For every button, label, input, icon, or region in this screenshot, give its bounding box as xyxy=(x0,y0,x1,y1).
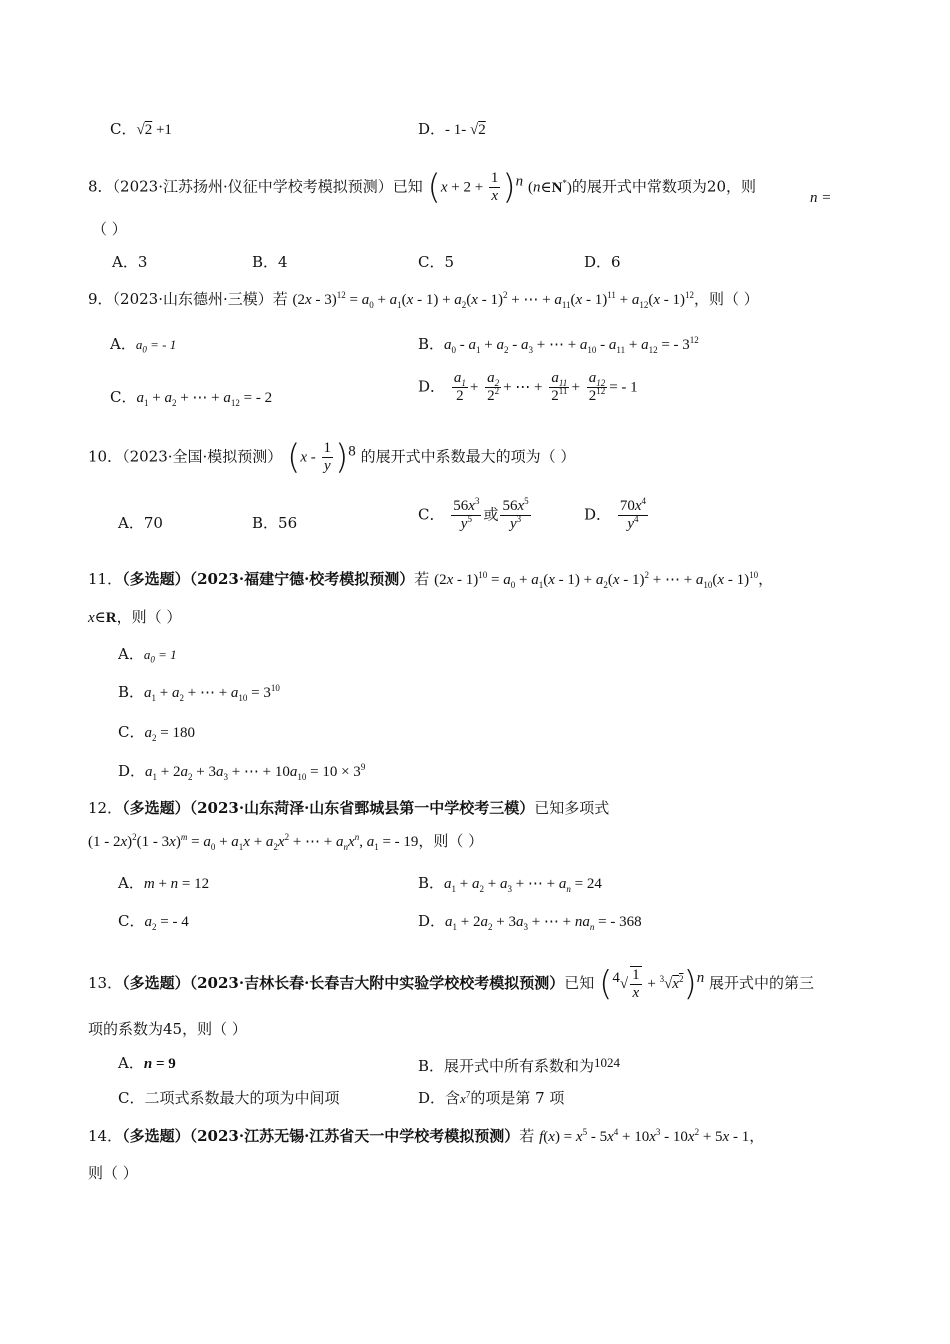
q7-option-c: C．√2 +1 xyxy=(110,120,172,138)
q10-stem: 10．（2023·全国·模拟预测） (x - $\frac{1}{y}$ )$^8$ 的展开式中系数最大的项为（ ） xyxy=(88,437,576,478)
q9-option-a: A．$a_0$ = - 1 xyxy=(110,335,177,355)
q8-paren: （ ） xyxy=(92,220,127,238)
q8-option-d: D．6 xyxy=(584,253,621,271)
q10-option-d: D． $\frac{70x^4}{y^4}$ xyxy=(584,496,646,532)
q8-option-c: C．5 xyxy=(418,253,455,271)
q11-option-c: C．$a_2 = 180$ xyxy=(118,723,195,743)
q11-stem-2: x∈R，则（ ） xyxy=(88,608,182,626)
q13-stem: 13．（多选题）（2023·吉林长春·长春吉大附中实验学校校考模拟预测）已知 ($^4$√ $\frac{1}{x}$ + $^3√x^2)^n$ 展开式中的第三 xyxy=(88,964,815,1004)
q12-option-d: D．$a_1 + 2a_2 + 3a_3$ + ⋯ + $na_n$ = - 368 xyxy=(418,912,642,932)
q13-stem-2: 项的系数为45，则（ ） xyxy=(88,1020,247,1038)
q13-option-d: D．含$x^7$的项是第 7 项 xyxy=(418,1089,565,1107)
q11-option-a: A．$a_0 = 1$ xyxy=(118,645,177,665)
q9-option-c: C．$a_1 + a_2$ + ⋯ + $a_{12}$ = - 2 xyxy=(110,388,273,408)
q13-option-b: B．展开式中所有系数和为1024 xyxy=(418,1055,621,1075)
q8-stem: 8．（2023·江苏扬州·仪征中学校考模拟预测）已知 (x + 2 + $\frac{1}{x}$ )$^n$ (n∈N*)的展开式中常数项为20，则 xyxy=(88,167,756,208)
q13-option-a: A．n = 9 xyxy=(118,1054,176,1072)
q14-stem: 14．（多选题）（2023·江苏无锡·江苏省天一中学校考模拟预测）若 $f(x) = x^5 - 5x^4 + 10x^3 - 10x^2 + 5x - 1$， xyxy=(88,1127,765,1145)
q8-option-b: B．4 xyxy=(252,253,288,271)
q8-n-eq: n = xyxy=(810,190,832,206)
q10-option-c: C． $\frac{56x^3}{y^5}$ 或 $\frac{56x^5}{y^3}$ xyxy=(418,496,529,532)
q8-option-a: A．3 xyxy=(112,253,148,271)
q9-option-d: D． $\frac{a_1}{2}$ + $\frac{a_2}{2^2}$ + ⋯ + $\frac{a_{11}}{2^{11}}$ + $\frac{a_{12}}{2^{12}}$ = - 1 xyxy=(418,370,638,404)
q11-option-d: D．$a_1 + 2a_2 + 3a_3$ + ⋯ + $10a_{10} = 10 \times 3^9$ xyxy=(118,762,366,782)
q14-stem-2: 则（ ） xyxy=(88,1164,138,1182)
q13-option-c: C．二项式系数最大的项为中间项 xyxy=(118,1089,340,1107)
q12-option-a: A．m + n = 12 xyxy=(118,874,210,892)
q9-stem: 9．（2023·山东德州·三模）若 $(2x - 3)^{12} = a_0 + a_1(x - 1) + a_2(x - 1)^2$ + ⋯ + $a_{11}(x - 1)^{11} + a_{12}(x - 1)^{12}$，则（ ） xyxy=(88,290,759,310)
q12-option-b: B．$a_1 + a_2 + a_3$ + ⋯ + $a_n = 24$ xyxy=(418,874,602,894)
q10-option-b: B．56 xyxy=(252,514,298,532)
q12-stem-2: $(1 - 2x)^2(1 - 3x)^m = a_0 + a_1x + a_2x^2$ + ⋯ + $a_nx^n$, $a_1$ = - 19，则（ ） xyxy=(88,832,484,852)
q9-option-b: B．$a_0 - a_1 + a_2 - a_3$ + ⋯ + $a_{10} - a_{11} + a_{12}$ = - $3^{12}$ xyxy=(418,335,699,355)
q10-option-a: A．70 xyxy=(118,514,163,532)
q7-option-d: D．- 1- √2 xyxy=(418,120,486,138)
q11-stem: 11．（多选题）（2023·福建宁德·校考模拟预测）若 $(2x - 1)^{10} = a_0 + a_1(x - 1) + a_2(x - 1)^2$ + ⋯ + $a_{10}(x - 1)^{10}$， xyxy=(88,570,774,590)
q12-stem: 12．（多选题）（2023·山东菏泽·山东省鄄城县第一中学校考三模）已知多项式 xyxy=(88,799,610,817)
q12-option-c: C．$a_2$ = - 4 xyxy=(118,912,189,932)
q11-option-b: B．$a_1 + a_2$ + ⋯ + $a_{10} = 3^{10}$ xyxy=(118,683,280,703)
